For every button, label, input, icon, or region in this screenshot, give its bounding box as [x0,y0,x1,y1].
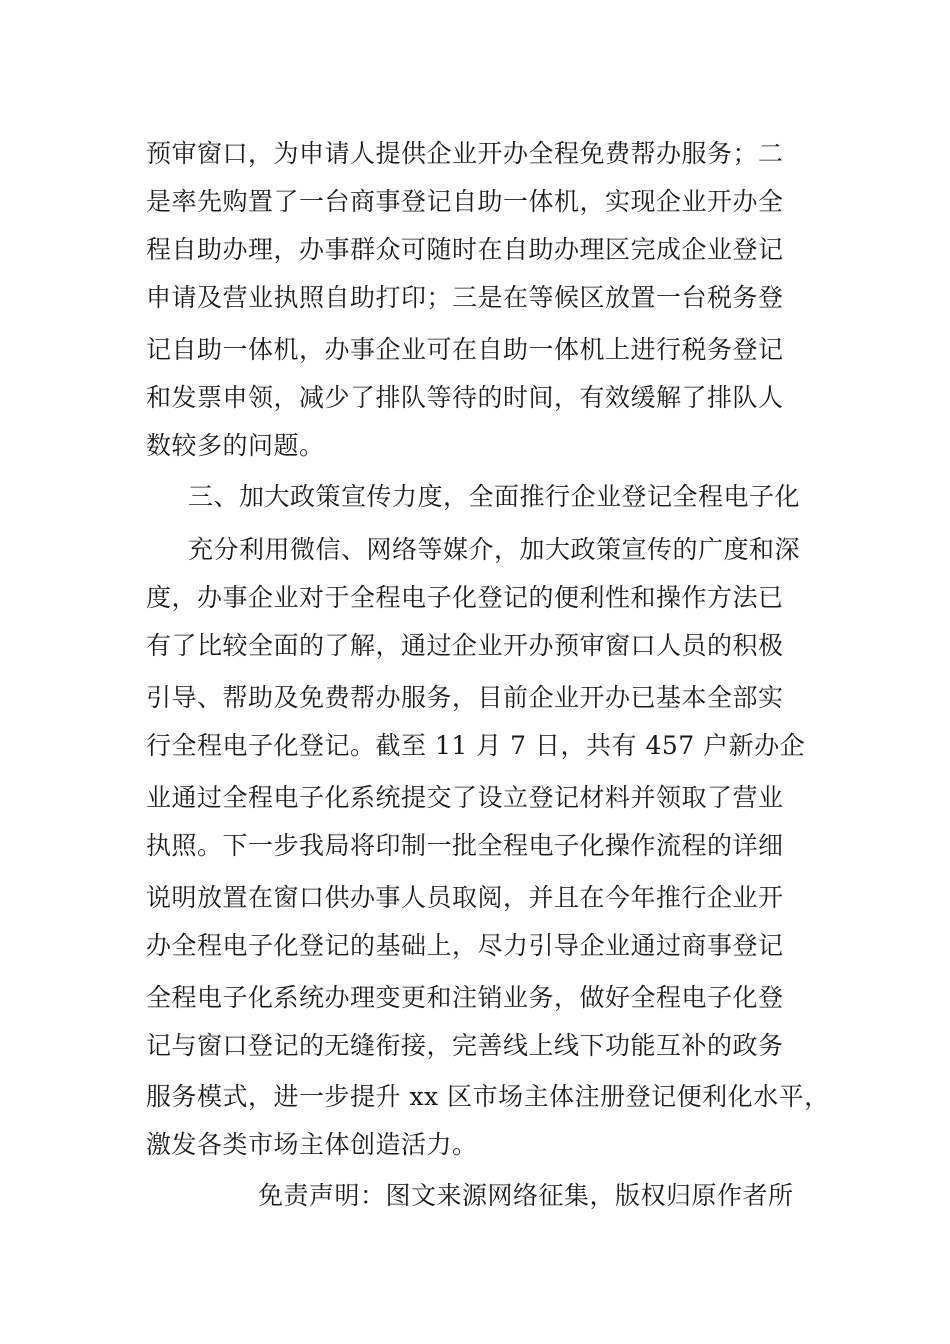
body-text-line: 有了比较全面的了解，通过企业开办预审窗口人员的积极 [146,631,784,660]
body-text-line: 申请及营业执照自助打印；三是在等候区放置一台税务登 [146,283,784,312]
body-text-line: 充分利用微信、网络等媒介，加大政策宣传的广度和深 [188,535,801,564]
body-text-line: 执照。下一步我局将印制一批全程电子化操作流程的详细 [146,831,784,860]
body-text-line: 行全程电子化登记。截至 11 月 7 日，共有 457 户新办企 [146,731,806,760]
body-text-line: 是率先购置了一台商事登记自助一体机，实现企业开办全 [146,187,784,216]
body-text-line: 预审窗口，为申请人提供企业开办全程免费帮办服务；二 [146,139,784,168]
body-text-line: 程自助办理，办事群众可随时在自助办理区完成企业登记 [146,235,784,264]
body-text-line: 激发各类市场主体创造活力。 [146,1130,478,1159]
body-text-line: 办全程电子化登记的基础上，尽力引导企业通过商事登记 [146,931,784,960]
body-text-line: 引导、帮助及免费帮办服务，目前企业开办已基本全部实 [146,683,784,712]
disclaimer-text: 免责声明：图文来源网络征集，版权归原作者所 [258,1181,794,1210]
body-text-line: 数较多的问题。 [146,431,325,460]
body-text-line: 记与窗口登记的无缝衔接，完善线上线下功能互补的政务 [146,1031,784,1060]
body-text-line: 记自助一体机，办事企业可在自助一体机上进行税务登记 [146,335,784,364]
section-heading: 三、加大政策宣传力度，全面推行企业登记全程电子化 [188,482,801,511]
body-text-line: 和发票申领，减少了排队等待的时间，有效缓解了排队人 [146,383,784,412]
body-text-line: 服务模式，进一步提升 xx 区市场主体注册登记便利化水平， [146,1082,830,1111]
body-text-line: 说明放置在窗口供办事人员取阅，并且在今年推行企业开 [146,883,784,912]
body-text-line: 度，办事企业对于全程电子化登记的便利性和操作方法已 [146,583,784,612]
body-text-line: 业通过全程电子化系统提交了设立登记材料并领取了营业 [146,783,784,812]
body-text-line: 全程电子化系统办理变更和注销业务，做好全程电子化登 [146,983,784,1012]
